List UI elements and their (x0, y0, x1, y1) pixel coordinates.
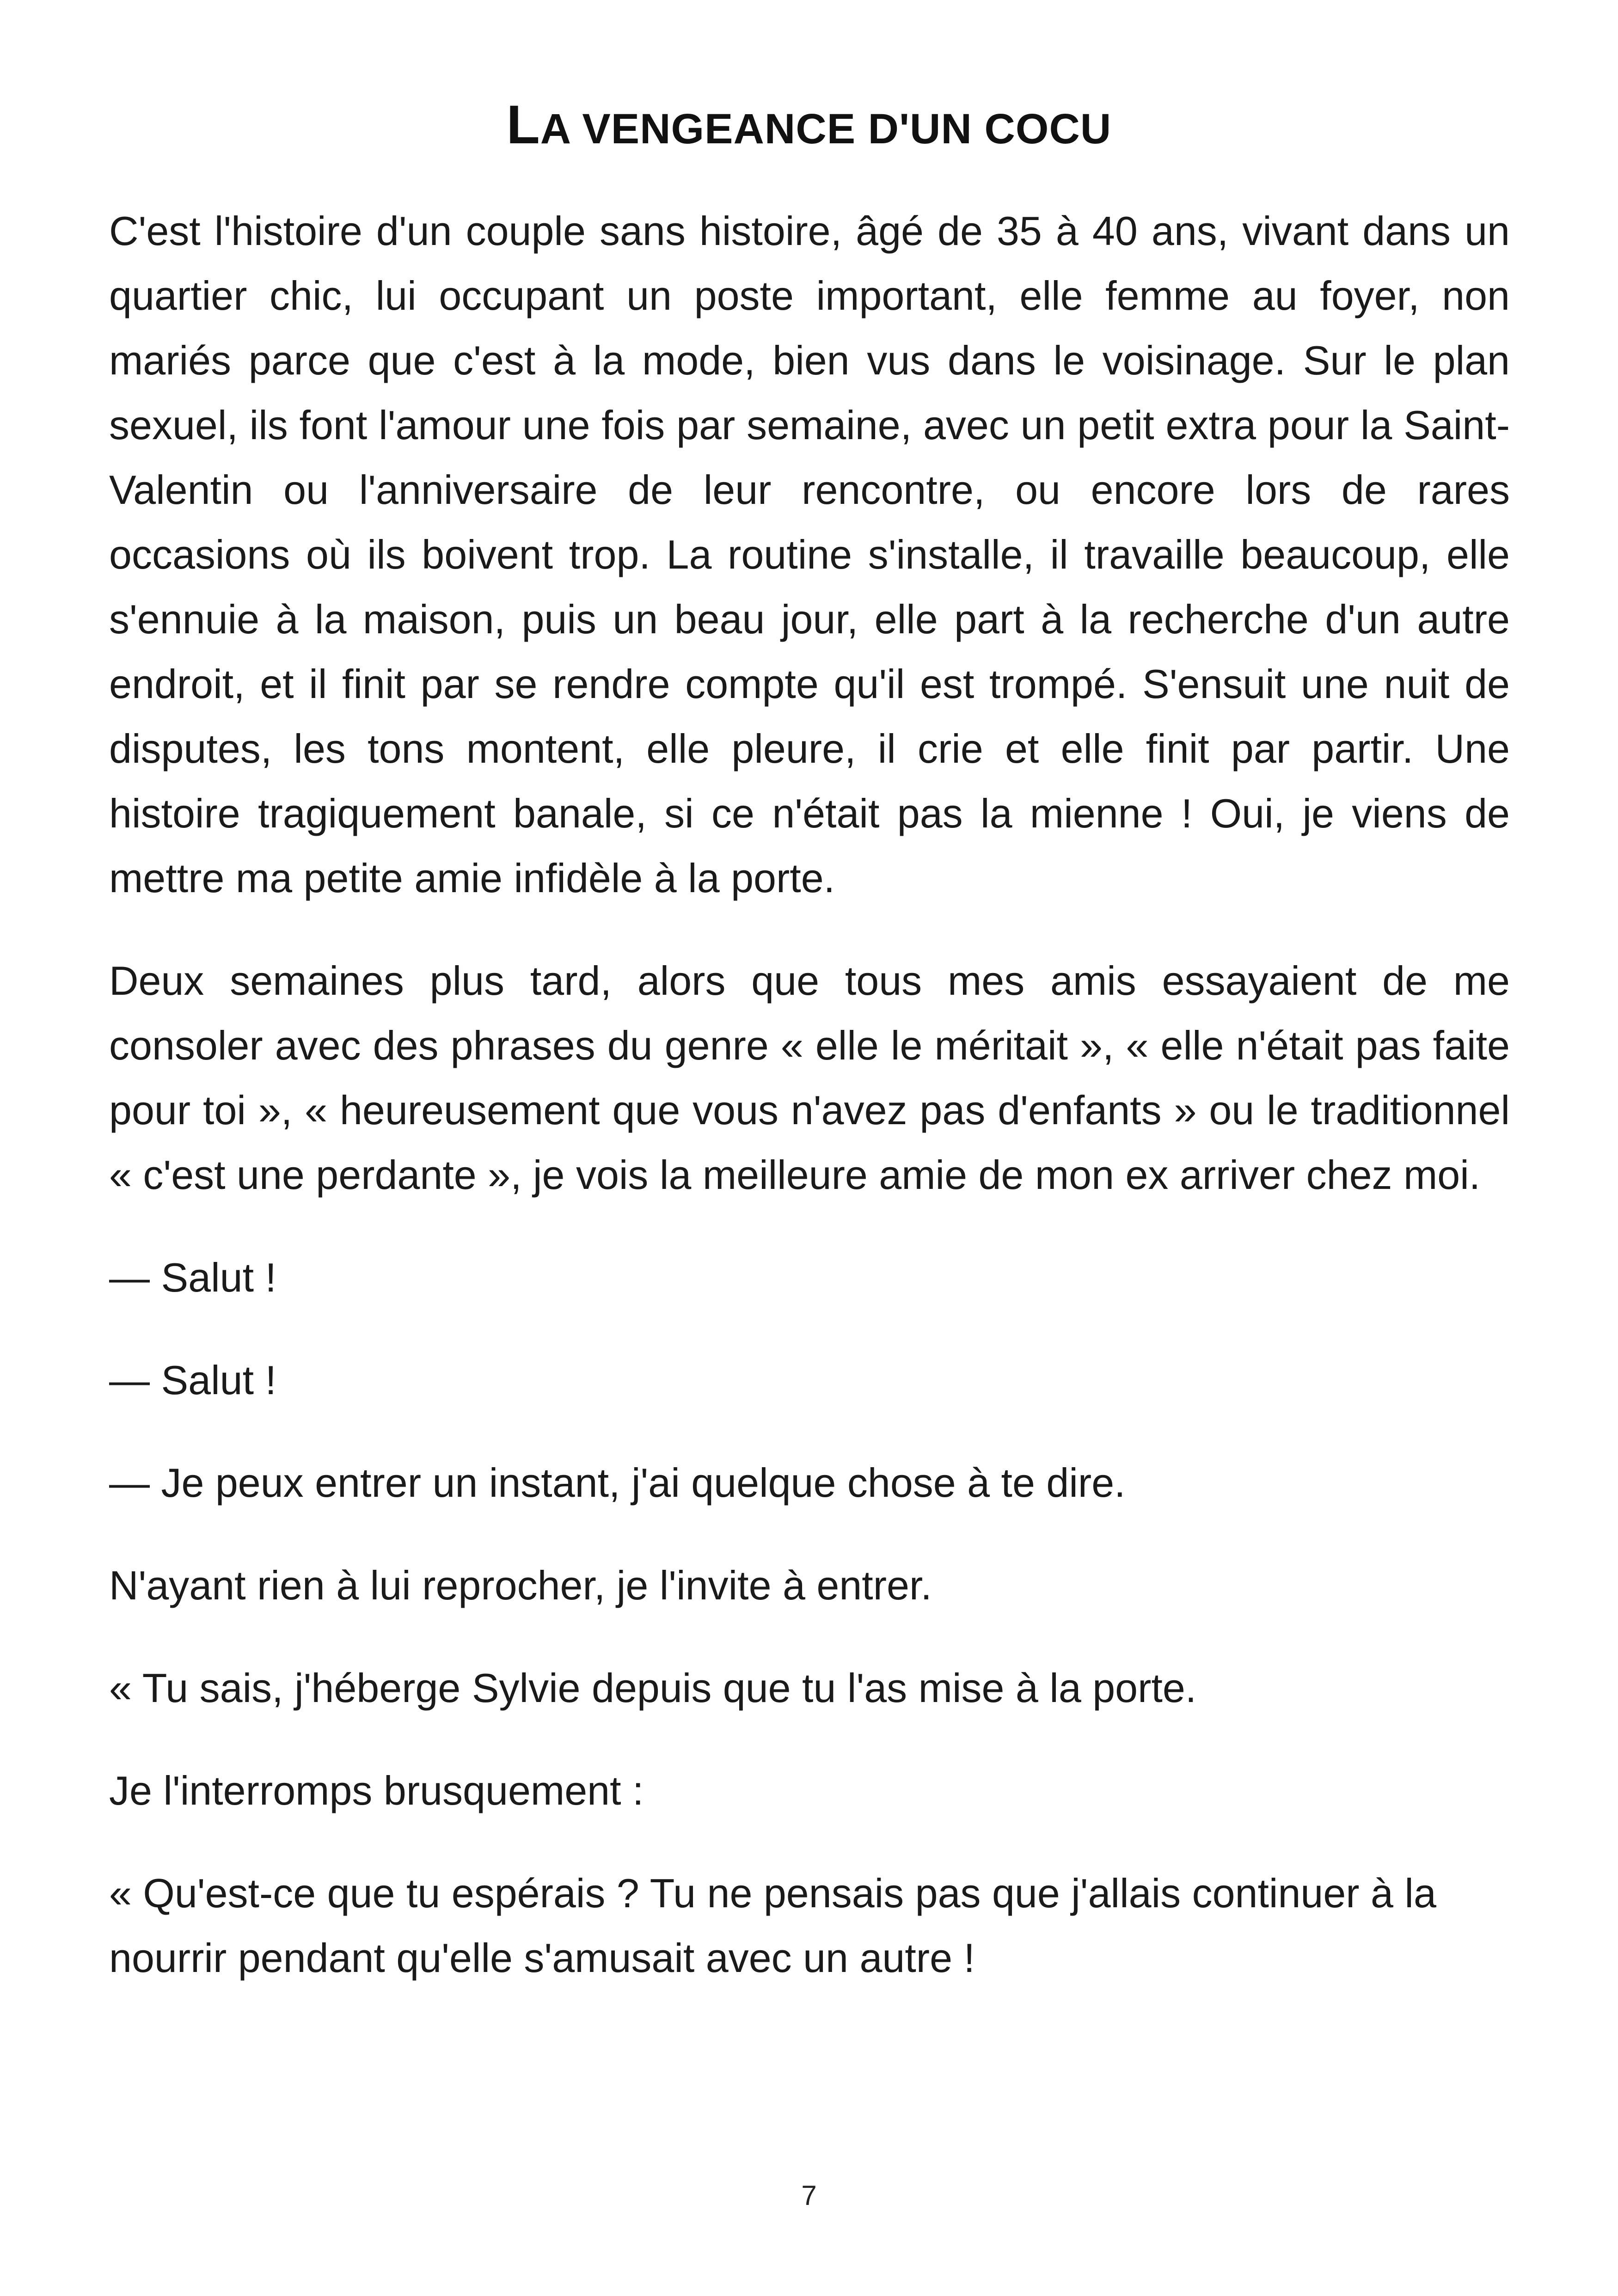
paragraph: N'ayant rien à lui reprocher, je l'invite à entrer. (109, 1562, 932, 1608)
paragraph: Deux semaines plus tard, alors que tous mes amis essayaient de me consoler avec des phrases du genre « elle le méritait », « elle n'était pas faite pour toi », « heureusement que vous n'avez pas d'enfants » ou le traditionnel « c'est une perdante », je vois la meilleure amie de mon ex arriver chez moi. (109, 958, 1510, 1198)
page-number: 7 (801, 2180, 817, 2211)
chapter-body (109, 199, 1510, 2028)
dialogue-line: — Salut ! (109, 1255, 276, 1300)
paragraph: « Tu sais, j'héberge Sylvie depuis que tu l'as mise à la porte. (109, 1665, 1197, 1711)
chapter-title (0, 90, 1618, 164)
chapter-title-initial: L (506, 94, 540, 155)
paragraph: Je l'interromps brusquement : (109, 1768, 644, 1813)
paragraph: C'est l'histoire d'un couple sans histoire, âgé de 35 à 40 ans, vivant dans un quartier chic, lui occupant un poste important, elle femme au foyer, non mariés parce que c'est à la mode, bien vus dans le voisinage. Sur le plan sexuel, ils font l'amour une fois par semaine, avec un petit extra pour la Saint-Valentin ou l'anniversaire de leur rencontre, ou encore lors de rares occasions où ils boivent trop. La routine s'installe, il travaille beaucoup, elle s'ennuie à la maison, puis un beau jour, elle part à la recherche d'un autre endroit, et il finit par se rendre compte qu'il est trompé. S'ensuit une nuit de disputes, les tons montent, elle pleure, il crie et elle finit par partir. Une histoire tragiquement banale, si ce n'était pas la mienne ! Oui, je viens de mettre ma petite amie infidèle à la porte. (109, 208, 1510, 901)
dialogue-line: — Je peux entrer un instant, j'ai quelque chose à te dire. (109, 1460, 1126, 1506)
dialogue-line: — Salut ! (109, 1357, 276, 1403)
chapter-title-rest: A VENGEANCE D'UN COCU (540, 105, 1112, 153)
paragraph: « Qu'est-ce que tu espérais ? Tu ne pensais pas que j'allais continuer à la nourrir pendant qu'elle s'amusait avec un autre ! (109, 1870, 1436, 1981)
